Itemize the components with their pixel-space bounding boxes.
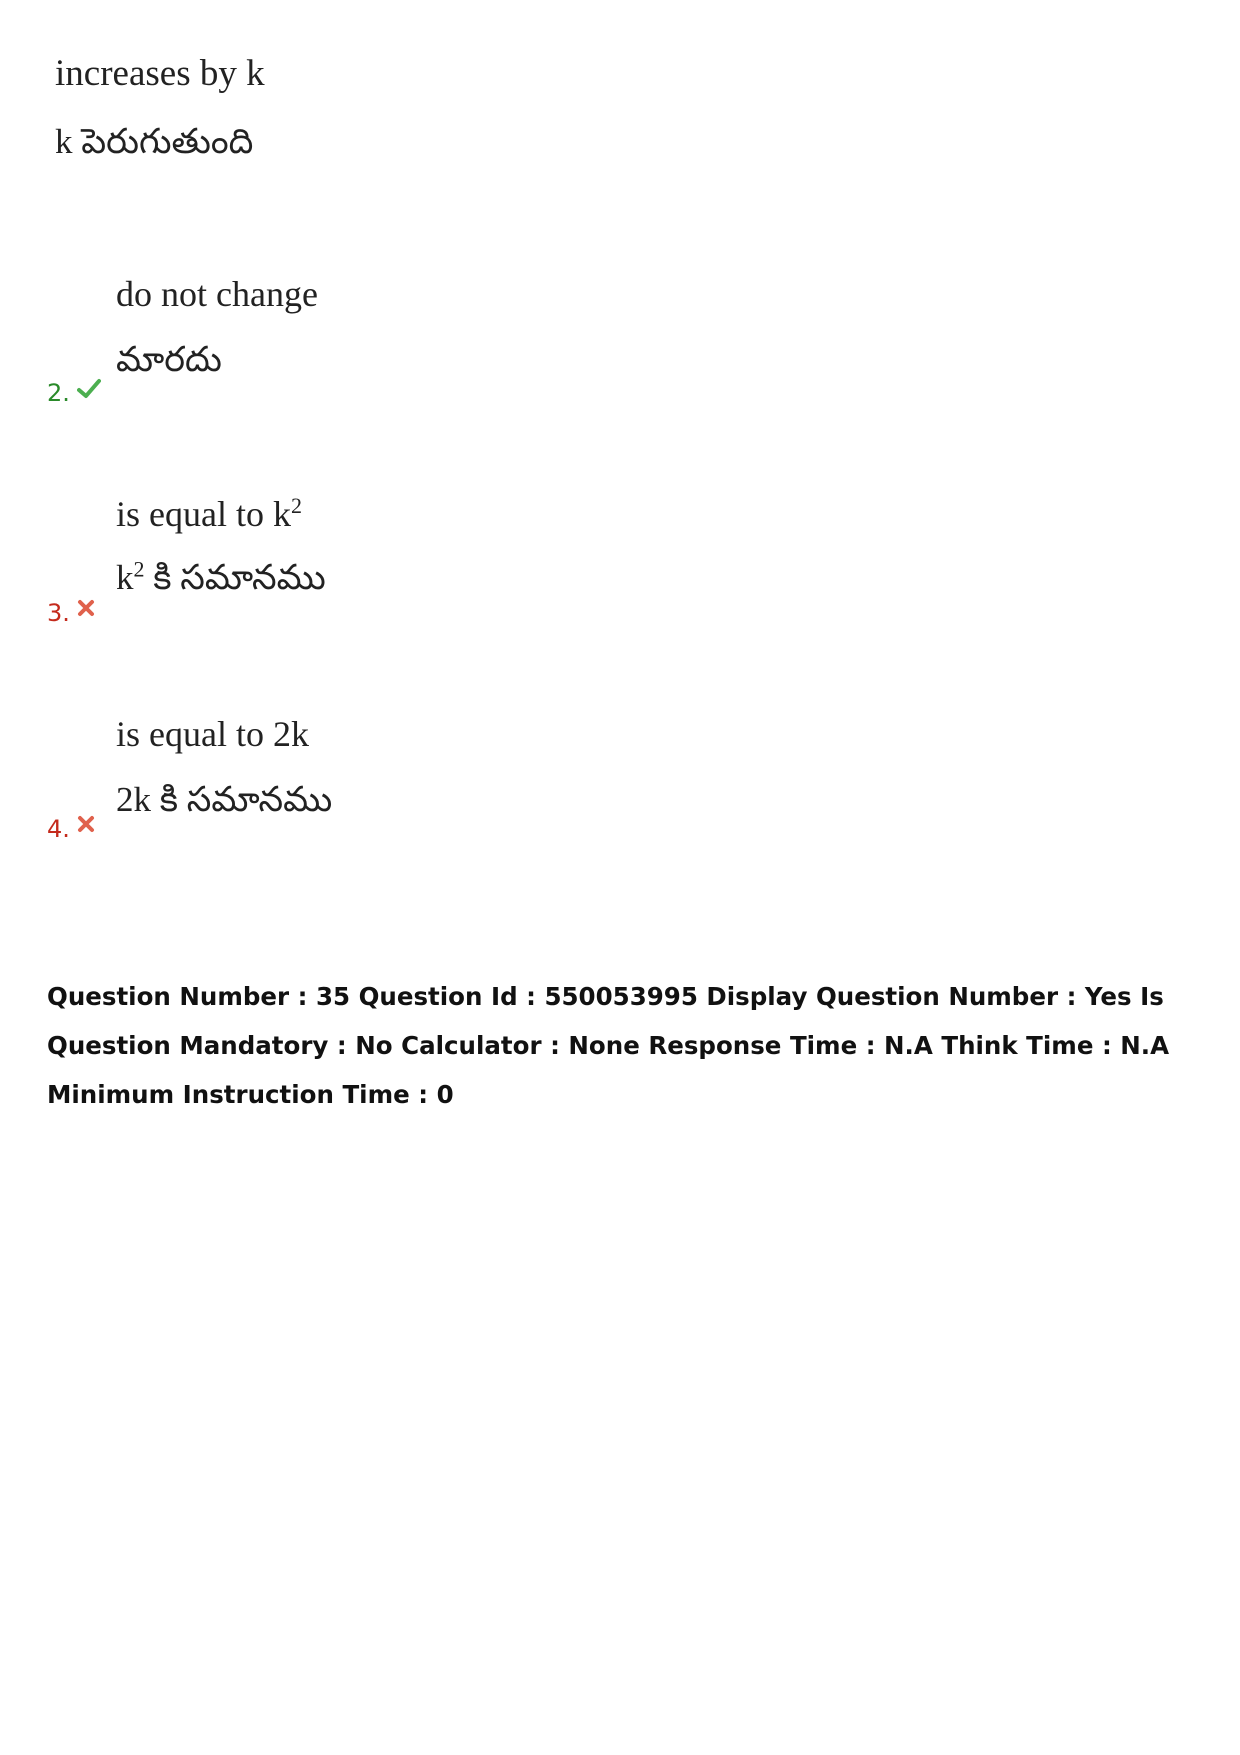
- option-3-english-text: [116, 490, 302, 538]
- option-3-telugu-exponent: 2: [133, 556, 145, 582]
- option-3-english-exponent: 2: [290, 493, 302, 518]
- option-2-telugu-text: మారదు: [116, 340, 222, 379]
- option-1-telugu-text: k పెరుగుతుంది: [55, 122, 254, 161]
- check-icon: [77, 378, 101, 404]
- option-4-english-text: is equal to 2k: [116, 714, 309, 754]
- option-3-telugu-text: [116, 554, 326, 602]
- option-3-english-main: is equal to k: [116, 494, 291, 534]
- cross-icon: [77, 599, 95, 621]
- option-2-english-text: do not change: [116, 274, 318, 314]
- question-metadata: Question Number : 35 Question Id : 550053995 Display Question Number : Yes Is Question Mandatory : No Calculator : None Response Time : N.A Think Time : N.A Minimum Instruction Time : 0: [47, 982, 1170, 1109]
- option-4-number: 4.: [47, 815, 70, 843]
- option-4-telugu-text: 2k కి సమానము: [116, 780, 333, 819]
- option-2-number: 2.: [47, 379, 70, 407]
- cross-icon: [77, 815, 95, 837]
- option-3-number: 3.: [47, 599, 70, 627]
- option-1-english-text: increases by k: [55, 53, 265, 94]
- option-3-telugu-rest: కి సమానము: [144, 558, 326, 597]
- option-3-telugu-base: k: [116, 558, 134, 597]
